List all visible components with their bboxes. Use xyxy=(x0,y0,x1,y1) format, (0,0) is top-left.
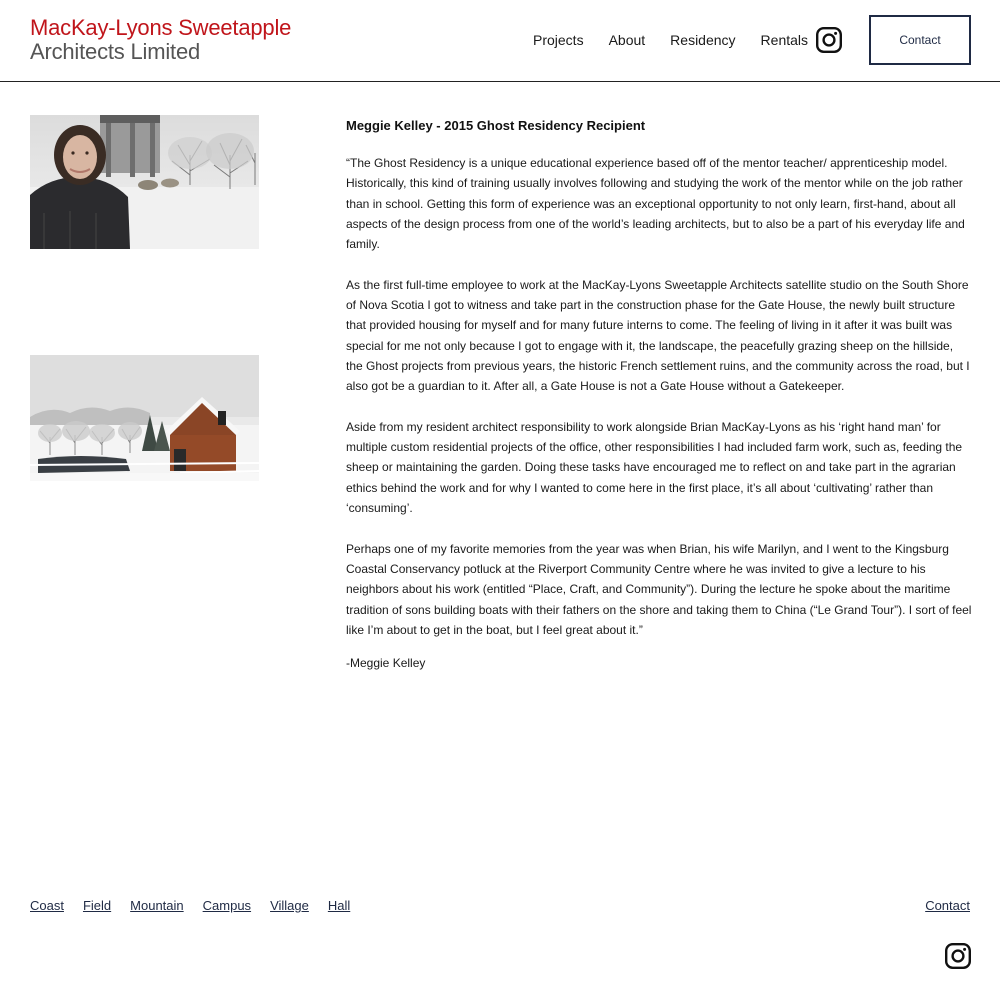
logo-line-1: MacKay-Lyons Sweetapple xyxy=(30,15,292,40)
article-paragraph: As the first full-time employee to work at the MacKay-Lyons Sweetapple Architects satellite studio on the South Shore of Nova Scotia I got to witness and take part in the construction phase for the Gate House, the newly built structure that provided housing for myself and for many future interns to come. The feeling of living in it after it was built was special for me not only because I got to engage with it, the landscape, the peacefully grazing sheep on the hillside, the Ghost projects from previous years, the historic French settlement ruins, and the community across the road, but I also got be a guardian to it. After all, a Gate House is not a Gate House without a Gatekeeper. xyxy=(346,277,970,394)
nav-item-about[interactable]: About xyxy=(608,32,646,48)
logo-line-2: Architects Limited xyxy=(30,39,201,64)
article-signature: -Meggie Kelley xyxy=(346,656,426,671)
contact-button[interactable]: Contact xyxy=(869,15,971,65)
article-paragraph: Perhaps one of my favorite memories from the year was when Brian, his wife Marilyn, and I went to the Kingsburg Coastal Conservancy potluck at the Riverport Community Centre where he was invited to give a lecture to his neighbors about his work (entitled “Place, Craft, and Community”). During the lecture he spoke about the maritime tradition of sons building boats with their fathers on the shore and taking them to China (“Le Grand Tour”). I sort of feel like I’m about to get in the boat, but I feel great about it.” xyxy=(346,541,972,637)
instagram-icon[interactable] xyxy=(816,27,842,53)
nav-item-projects[interactable]: Projects xyxy=(533,32,584,48)
footer-link-hall[interactable]: Hall xyxy=(327,898,351,913)
footer-project-links xyxy=(30,897,369,915)
nav-item-rentals[interactable]: Rentals xyxy=(760,32,809,48)
article-paragraph: Aside from my resident architect responsibility to work alongside Brian MacKay-Lyons as his ‘right hand man’ for multiple custom residential projects of the office, other responsibilities I had included farm work, such as, feeding the sheep or maintaining the garden. Doing these tasks have encouraged me to reflect on and take part in the agrarian ethics behind the work and for why I wanted to come here in the first place, it’s all about ‘cultivating’ rather than ‘consuming’. xyxy=(346,419,963,516)
footer-link-field[interactable]: Field xyxy=(82,898,112,913)
site-header xyxy=(0,0,1000,82)
article-paragraph: “The Ghost Residency is a unique educational experience based off of the mentor teacher/ apprenticeship model. Historically, this kind of training usually involves following and studying the work of the mentor while on the job rather than in school. Getting this form of experience was an exceptional opportunity to not only learn, first-hand, about all aspects of the design process from one of the world’s leading architects, but to also be a part of his everyday life and family. xyxy=(346,156,965,252)
gate-house-photo xyxy=(30,355,259,481)
footer-link-mountain[interactable]: Mountain xyxy=(130,898,184,913)
residency-article xyxy=(346,116,972,694)
footer-link-village[interactable]: Village xyxy=(270,898,309,913)
main-nav xyxy=(533,30,833,50)
portrait-photo xyxy=(30,115,259,249)
footer-contact-link[interactable]: Contact xyxy=(925,898,970,913)
footer-link-campus[interactable]: Campus xyxy=(202,898,252,913)
footer-link-coast[interactable]: Coast xyxy=(30,898,64,913)
article-title: Meggie Kelley - 2015 Ghost Residency Recipient xyxy=(346,118,646,133)
nav-item-residency[interactable]: Residency xyxy=(670,32,736,48)
instagram-icon[interactable] xyxy=(945,943,971,969)
site-logo[interactable] xyxy=(30,16,291,64)
